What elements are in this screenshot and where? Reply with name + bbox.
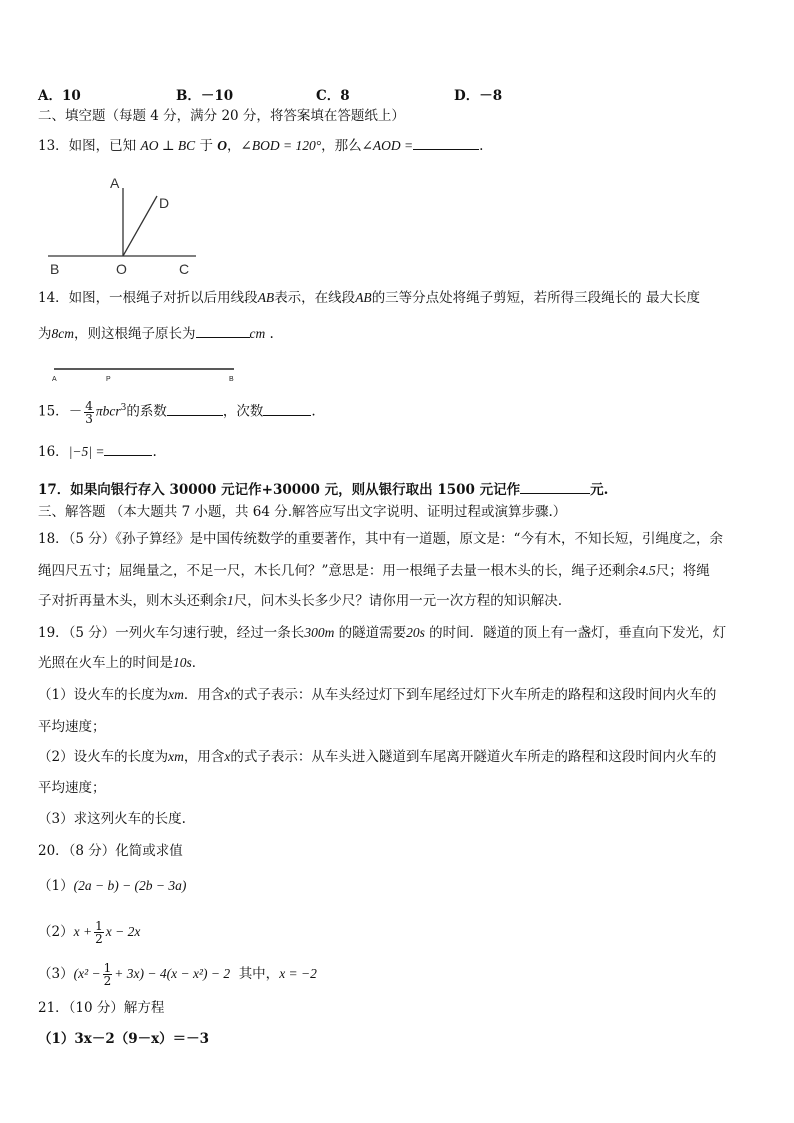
line-od <box>123 196 157 256</box>
figure-14-segment <box>48 362 248 384</box>
section-fill-blank-header: 二、填空题（每题 4 分，满分 20 分，将答案填在答题纸上） <box>38 108 405 124</box>
question-20-part-2: （2）x + $\frac{1}{2}$ x − 2x <box>38 919 141 946</box>
question-20-part-1: （1）(2a − b) − (2b − 3a) <box>38 878 187 894</box>
label-o: O <box>116 261 127 277</box>
answer-blank <box>167 401 223 416</box>
question-15: 15．－ $\frac{4}{3}$ πbcr$^3$的系数 ，次数 . <box>38 398 316 426</box>
question-18-line-3: 子对折再量木头，则木头还剩余1尺，问木头长多少尺？请你用一元一次方程的知识解决. <box>38 593 563 609</box>
question-19-part-1: （1）设火车的长度为xm．用含x的式子表示：从车头经过灯下到车尾经过灯下火车所走的路程和这段时间内火车的 <box>38 687 717 703</box>
option-a: A．10 <box>38 88 81 104</box>
question-18-line-2: 绳四尺五寸；屈绳量之，不足一尺，木长几何？”意思是：用一根绳子去量一根木头的长，绳子还剩余4.5尺；将绳 <box>38 563 710 579</box>
question-16: 16．|−5| = . <box>38 441 157 461</box>
answer-blank <box>520 479 590 494</box>
question-19-line-1: 19．（5 分）一列火车匀速行驶，经过一条长300m 的隧道需要20s 的时间．隧道的顶上有一盏灯，垂直向下发光，灯 <box>38 625 727 641</box>
question-21-part-1: （1）3x－2（9－x）＝－3 <box>38 1031 210 1047</box>
answer-blank <box>104 441 152 456</box>
question-19-part-2: （2）设火车的长度为xm，用含x的式子表示：从车头进入隧道到车尾离开隧道火车所走的路程和这段时间内火车的 <box>38 749 717 765</box>
question-17: 17．如果向银行存入 30000 元记作+30000 元，则从银行取出 1500 元记作 元. <box>38 479 608 499</box>
question-19-part-3: （3）求这列火车的长度. <box>38 811 186 827</box>
question-18-line-1: 18．（5 分）《孙子算经》是中国传统数学的重要著作，其中有一道题，原文是：“今有木，不知长短，引绳度之，余 <box>38 531 723 547</box>
label-p: P <box>106 376 111 383</box>
option-b: B．－10 <box>176 88 234 104</box>
answer-blank <box>196 323 250 338</box>
question-19-line-2: 光照在火车上的时间是10s． <box>38 655 206 671</box>
fraction: $\frac{1}{2}$ <box>103 961 112 988</box>
answer-blank <box>263 401 311 416</box>
question-19-part-1-cont: 平均速度； <box>38 719 106 735</box>
question-19-part-2-cont: 平均速度； <box>38 780 106 796</box>
section-solve-header: 三、解答题 （本大题共 7 小题，共 64 分.解答应写出文字说明、证明过程或演算步骤.） <box>38 504 567 520</box>
label-a: A <box>110 175 120 191</box>
fraction: $\frac{4}{3}$ <box>85 398 93 426</box>
question-14-line-2: 为8cm，则这根绳子原长为 cm . <box>38 323 274 343</box>
question-14-line-1: 14．如图，一根绳子对折以后用线段AB表示，在线段AB的三等分点处将绳子剪短，若所得三段绳长的 最大长度 <box>38 290 700 306</box>
question-13: 13．如图，已知 AO ⊥ BC 于 O，∠BOD = 120°，那么∠AOD = . <box>38 135 483 155</box>
option-d: D．－8 <box>454 88 503 104</box>
label-b: B <box>50 261 60 277</box>
question-21-title: 21．（10 分）解方程 <box>38 1000 165 1016</box>
question-20-part-3: （3）(x² − $\frac{1}{2}$ + 3x) − 4(x − x²) − 2 其中，x = −2 <box>38 961 317 988</box>
option-c: C．8 <box>316 88 350 104</box>
fraction: $\frac{1}{2}$ <box>95 919 103 946</box>
label-c: C <box>179 261 190 277</box>
question-20-title: 20．（8 分）化简或求值 <box>38 843 183 859</box>
label-b: B <box>229 376 234 383</box>
label-d: D <box>159 195 170 211</box>
label-a: A <box>52 376 57 383</box>
figure-13-angle-diagram <box>40 168 210 280</box>
answer-blank <box>413 135 479 150</box>
